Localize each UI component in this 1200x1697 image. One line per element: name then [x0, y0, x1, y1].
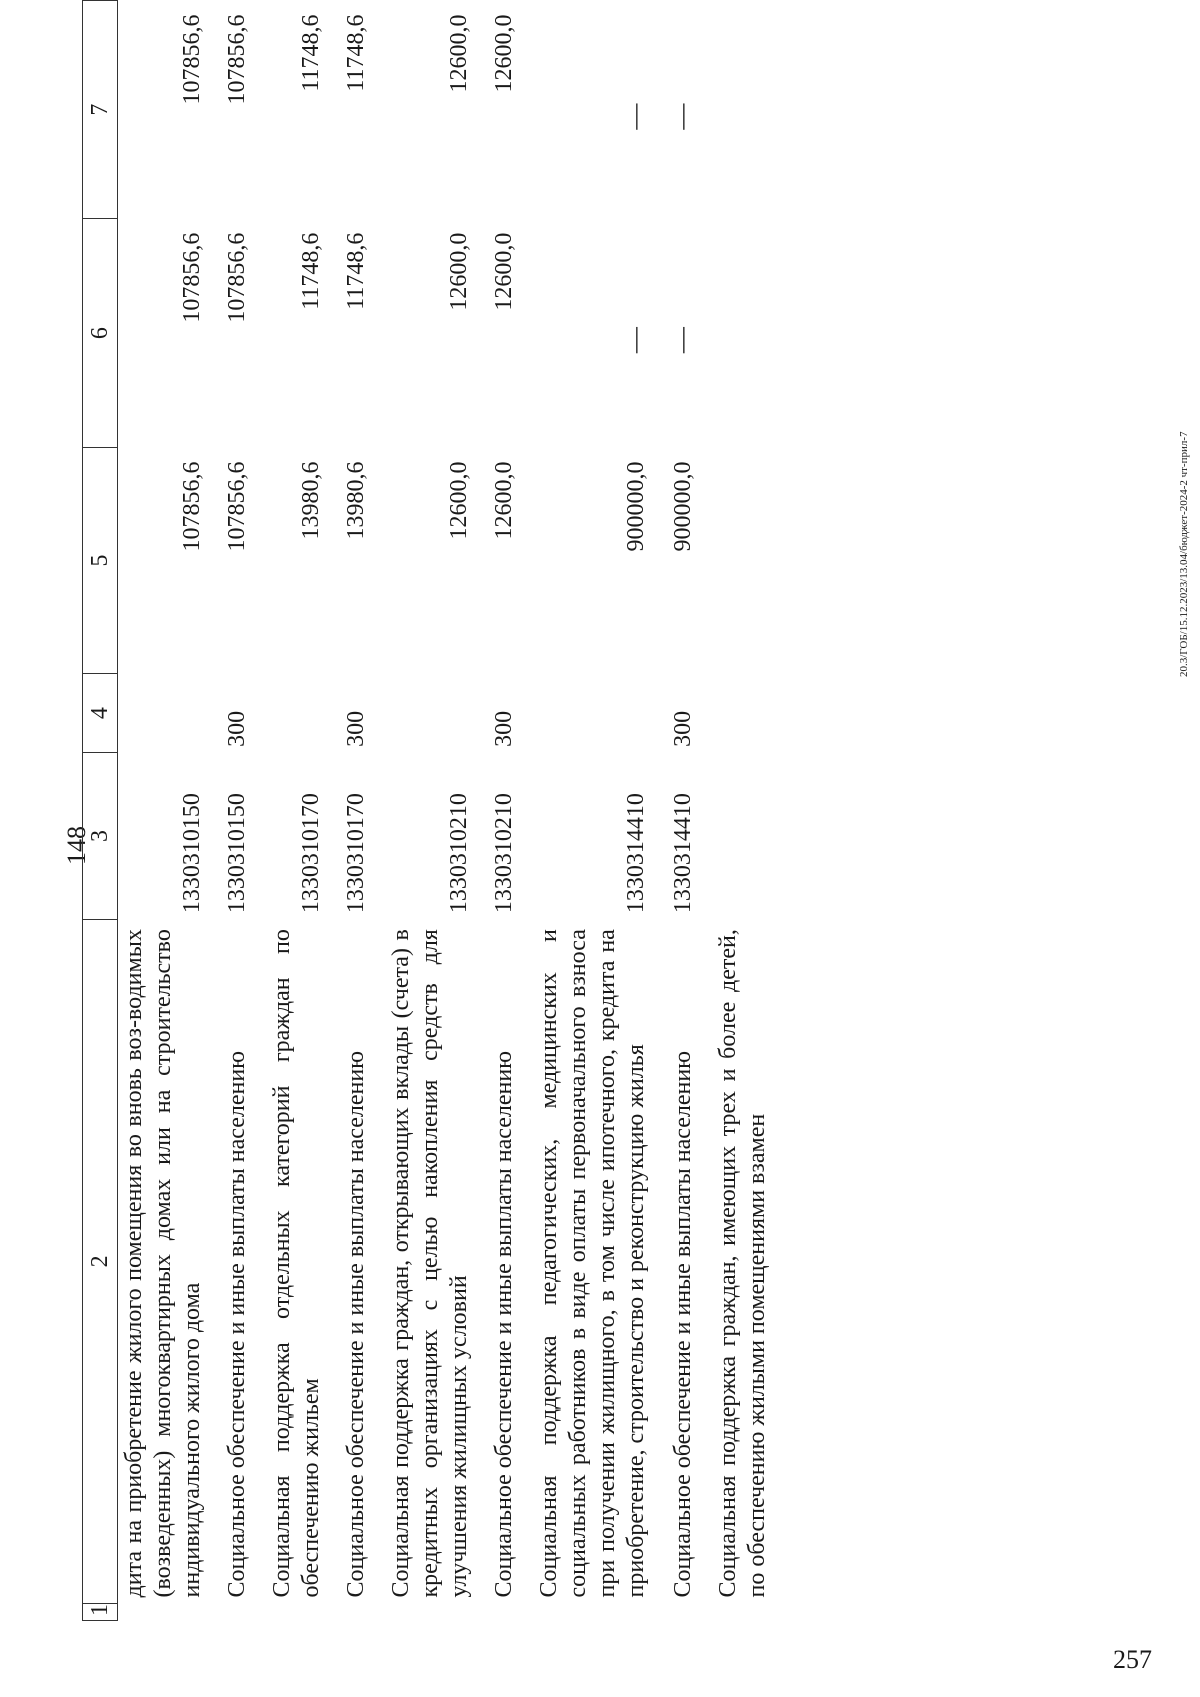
row-empty-cell — [118, 1604, 216, 1621]
row-value-col6 — [527, 219, 659, 448]
column-number-row — [83, 1, 118, 1621]
row-value-col7: 11748,6 — [343, 14, 369, 92]
table-row — [706, 1, 780, 1621]
table-row — [215, 1, 260, 1621]
table-row — [527, 1, 659, 1621]
row-expense-type: 300 — [670, 710, 696, 747]
row-code: 1330310150 — [179, 793, 205, 914]
row-value-col6: 12600,0 — [491, 232, 517, 311]
row-value-col7: 107856,6 — [224, 14, 250, 105]
row-expense-type — [527, 673, 659, 752]
row-value-col5: 107856,6 — [179, 461, 205, 552]
row-empty-cell — [659, 1604, 706, 1621]
row-empty-cell — [215, 1604, 260, 1621]
column-header-7: 7 — [83, 1, 118, 219]
page-number: 148 — [62, 826, 91, 865]
row-value-col5: 107856,6 — [224, 461, 250, 552]
row-value-col6 — [659, 219, 706, 448]
row-name: Социальное обеспечение и иные выплаты населению — [224, 1050, 250, 1598]
row-code — [706, 753, 780, 919]
column-header-5: 5 — [83, 448, 118, 674]
row-empty-cell — [706, 1604, 780, 1621]
row-value-col5: 13980,6 — [298, 461, 324, 540]
row-value-col7 — [527, 1, 659, 219]
row-code: 1330310210 — [491, 793, 517, 914]
row-value-col5: 900000,0 — [670, 461, 696, 552]
row-empty-cell — [527, 1604, 659, 1621]
row-name: Социальная поддержка отдельных категорий граждан по обеспечению жильем — [269, 929, 324, 1598]
row-name: Социальная поддержка граждан, имеющих трех и более детей, по обеспечению жилыми помещениями взамен — [715, 929, 770, 1598]
row-value-col7 — [659, 1, 706, 219]
row-expense-type — [706, 673, 780, 752]
table-row — [482, 1, 527, 1621]
row-value-col6: 11748,6 — [298, 232, 324, 310]
column-header-2: 2 — [83, 919, 118, 1603]
row-code: 1330314410 — [623, 793, 649, 914]
table-row — [260, 1, 334, 1621]
row-value-col6: 11748,6 — [343, 232, 369, 310]
row-value-col5: 13980,6 — [343, 461, 369, 540]
row-expense-type — [379, 673, 482, 752]
corner-page-number: 257 — [1113, 1645, 1152, 1674]
table-row — [379, 1, 482, 1621]
column-header-4: 4 — [83, 673, 118, 752]
dash-mark: — — [667, 103, 696, 130]
row-expense-type: 300 — [491, 710, 517, 747]
row-expense-type: 300 — [224, 710, 250, 747]
row-empty-cell — [482, 1604, 527, 1621]
dash-mark: — — [620, 103, 649, 130]
row-name: Социальное обеспечение и иные выплаты населению — [670, 1050, 696, 1598]
row-value-col7: 11748,6 — [298, 14, 324, 92]
row-expense-type: 300 — [343, 710, 369, 747]
row-code: 1330310150 — [224, 793, 250, 914]
row-name: Социальная поддержка педагогических, медицинских и социальных работников в виде оплаты первоначального взноса при получении жилищного, в том числе ипотечного, кредита на приобретение, строительство и реконструкцию жилья — [536, 929, 649, 1598]
row-value-col5 — [706, 448, 780, 674]
row-code: 1330314410 — [670, 793, 696, 914]
row-expense-type — [118, 673, 216, 752]
row-value-col7 — [706, 1, 780, 219]
row-value-col7: 107856,6 — [179, 14, 205, 105]
row-code: 1330310170 — [298, 793, 324, 914]
table-body — [118, 1, 781, 1621]
row-value-col5: 12600,0 — [446, 461, 472, 540]
row-value-col7: 12600,0 — [446, 14, 472, 93]
budget-table — [82, 0, 780, 1621]
row-value-col6: 107856,6 — [179, 232, 205, 323]
row-value-col7: 12600,0 — [491, 14, 517, 93]
row-name: дита на приобретение жилого помещения во вновь воз-водимых (возведенных) многоквартирных домах или на строительство индивидуального жилого дома — [121, 929, 205, 1598]
row-expense-type — [260, 673, 334, 752]
table-row — [334, 1, 379, 1621]
row-value-col5: 900000,0 — [623, 461, 649, 552]
footer-document-code: 20.3/ГОБ/15.12.2023/13.04/бюджет-2024-2 чт-прил-7 — [1178, 431, 1190, 677]
dash-mark: — — [620, 327, 649, 354]
column-header-1: 1 — [83, 1604, 118, 1621]
row-code: 1330310170 — [343, 793, 369, 914]
row-code: 1330310210 — [446, 793, 472, 914]
dash-mark: — — [667, 327, 696, 354]
row-empty-cell — [379, 1604, 482, 1621]
row-value-col6: 107856,6 — [224, 232, 250, 323]
row-name: Социальное обеспечение и иные выплаты населению — [491, 1050, 517, 1598]
table-row — [118, 1, 216, 1621]
row-value-col6: 12600,0 — [446, 232, 472, 311]
column-header-3: 3 — [83, 753, 118, 919]
table-row — [659, 1, 706, 1621]
column-header-6: 6 — [83, 219, 118, 448]
row-empty-cell — [334, 1604, 379, 1621]
row-value-col5: 12600,0 — [491, 461, 517, 540]
row-empty-cell — [260, 1604, 334, 1621]
row-name: Социальная поддержка граждан, открывающих вклады (счета) в кредитных организациях с целью накопления средств для улучшения жилищных условий — [388, 929, 472, 1598]
row-value-col6 — [706, 219, 780, 448]
row-name: Социальное обеспечение и иные выплаты населению — [343, 1050, 369, 1598]
